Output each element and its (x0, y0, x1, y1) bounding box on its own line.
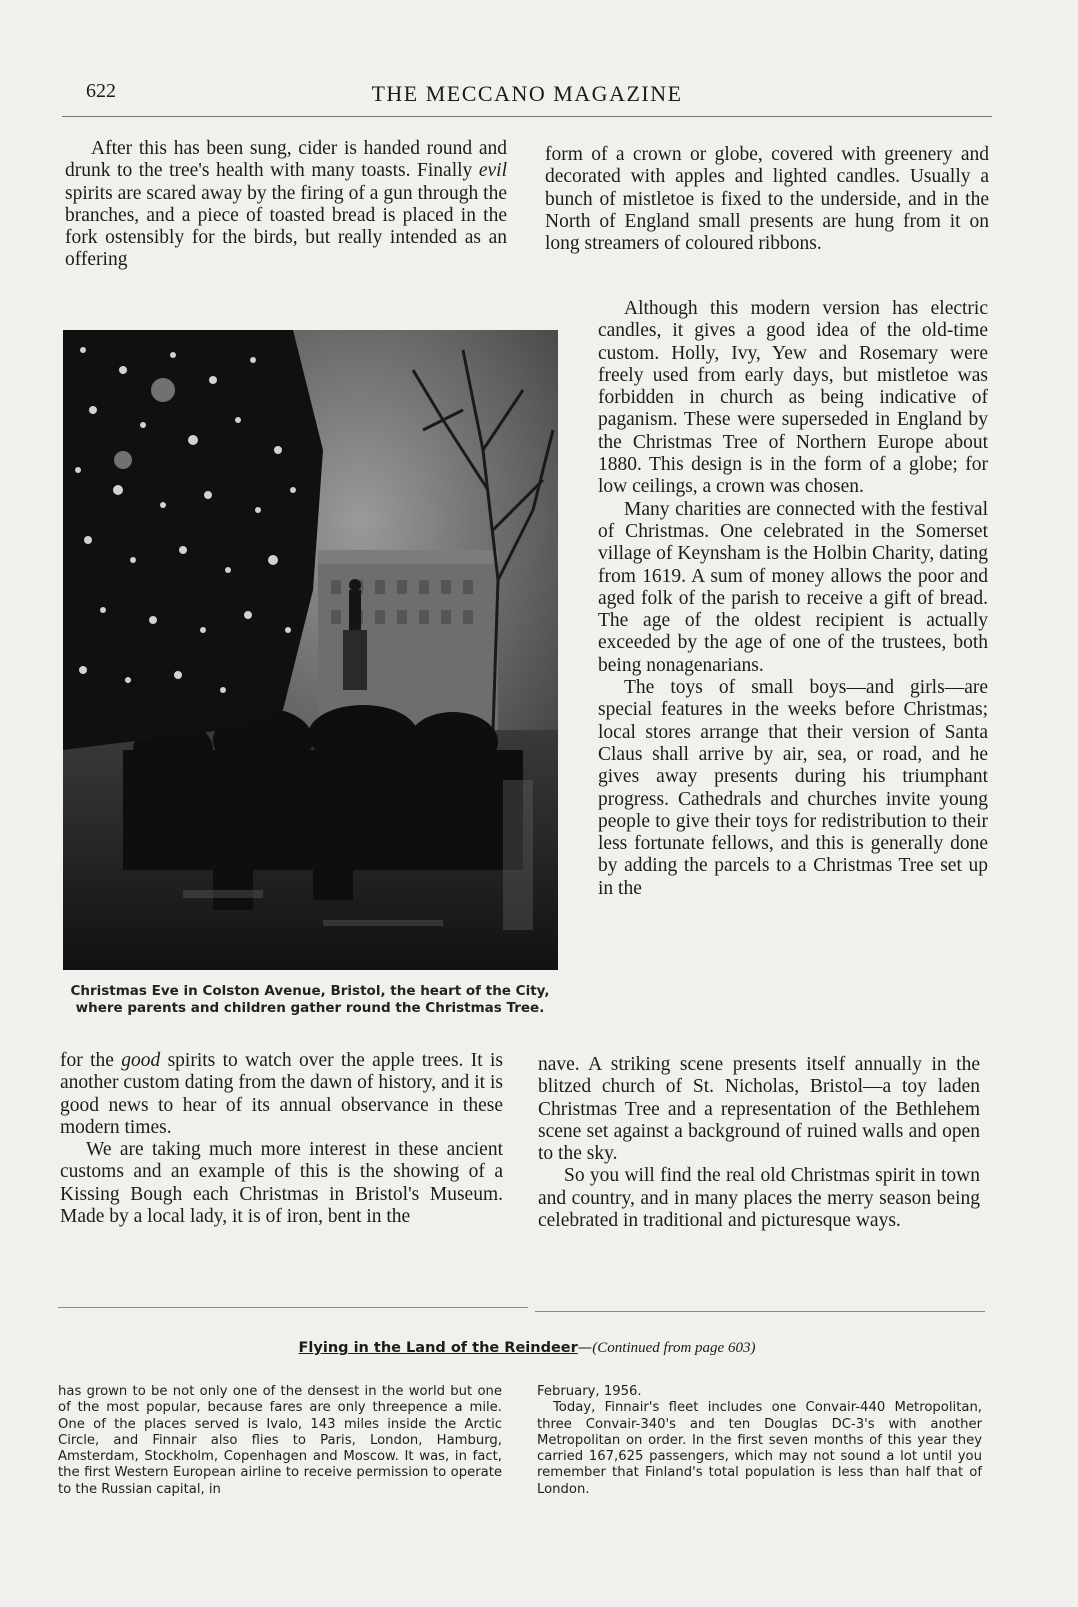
article-paragraph: nave. A striking scene presents itself annually in the blitzed church of St. Nicholas, Bristol—a toy laden Christmas Tree and a representation of the Bethlehem scene set against a background of ruined walls and open to the sky. (538, 1054, 980, 1165)
article-paragraph: February, 1956. (537, 1384, 642, 1399)
text-run: spirits to watch over the apple trees. It is another custom dating from the dawn of history, and it is good news to hear of its annual observance in these modern times. (60, 1050, 503, 1138)
article-paragraph (65, 138, 507, 272)
left-column-top (65, 138, 507, 272)
right-column-narrow (598, 298, 988, 900)
article-paragraph: We are taking much more interest in these ancient customs and an example of this is the showing of a Kissing Bough each Christmas in Bristol's Museum. Made by a local lady, it is of iron, bent in the (60, 1139, 503, 1228)
article-paragraph: has grown to be not only one of the densest in the world but one of the most popular, because fares are only threepence a mile. One of the places served is Ivalo, 143 miles inside the Arctic Circle, and Finnair also flies to Paris, London, Hamburg, Amsterdam, Stockholm, Copenhagen and Moscow. It was, in fact, the first Western European airline to receive permission to operate to the Russian capital, in (58, 1384, 502, 1497)
continuation-title: Flying in the Land of the Reindeer (298, 1340, 578, 1356)
photo-illustration (63, 330, 558, 970)
section-divider-right (535, 1311, 985, 1312)
article-paragraph: Today, Finnair's fleet includes one Convair-440 Metropolitan, three Convair-340's and ten Douglas DC-3's with another Metropolitan on order. In the first seven months of this year they carried 167,625 passengers, which may not sound a lot until you remember that Finland's total population is less than half that of London. (537, 1400, 982, 1497)
right-column-bottom (538, 1054, 980, 1232)
article-paragraph: So you will find the real old Christmas spirit in town and country, and in many places the merry season being celebrated in traditional and picturesque ways. (538, 1165, 980, 1232)
continuation-left-column (58, 1384, 502, 1498)
text-run: After this has been sung, cider is handed round and drunk to the tree's health with many toasts. Finally (65, 138, 507, 182)
continuation-right-column (537, 1384, 982, 1498)
section-divider-left (58, 1307, 528, 1308)
photo-caption: Christmas Eve in Colston Avenue, Bristol, the heart of the City, where parents and children gather round the Christmas Tree. (70, 983, 550, 1016)
article-paragraph: The toys of small boys—and girls—are special features in the weeks before Christmas; local stores arrange that their version of Santa Claus shall arrive by air, sea, or road, and he gives away presents during his triumphant progress. Cathedrals and churches invite young people to give their toys for redistribution to their less fortunate fellows, and this is generally done by adding the parcels to a Christmas Tree set up in the (598, 677, 988, 899)
left-column-bottom (60, 1050, 503, 1228)
page-header (62, 78, 992, 117)
article-paragraph: form of a crown or globe, covered with greenery and decorated with apples and lighted candles. Usually a bunch of mistletoe is fixed to the underside, and in the North of England small presents are hung from it on long streamers of coloured ribbons. (545, 144, 989, 255)
continued-note: (Continued from page 603) (592, 1340, 756, 1356)
article-paragraph (60, 1050, 503, 1139)
emphasis-text: good (121, 1050, 161, 1071)
article-paragraph: Although this modern version has electric candles, it gives a good idea of the old-time custom. Holly, Ivy, Yew and Rosemary were freely used from early days, but mistletoe was forbidden in church as being indicative of paganism. These were superseded in England by the Christmas Tree of Northern Europe about 1880. This design is in the form of a globe; for low ceilings, a crown was chosen. (598, 298, 988, 498)
text-run: spirits are scared away by the firing of a gun through the branches, and a piece of toasted bread is placed in the fork ostensibly for the birds, but really intended as an offering (65, 182, 507, 271)
emphasis-text: evil (478, 160, 507, 182)
article-paragraph: Many charities are connected with the festival of Christmas. One celebrated in the Somerset village of Keynsham is the Holbin Charity, dating from 1619. A sum of money allows the poor and aged folk of the parish to receive a gift of bread. The age of the oldest recipient is actually exceeded by the age of one of the trustees, both being nonagenarians. (598, 498, 988, 676)
page-number: 622 (86, 80, 116, 102)
heading-dash: — (577, 1340, 593, 1356)
continuation-heading (62, 1340, 992, 1357)
right-column-top (545, 144, 989, 255)
text-run: for the (60, 1050, 122, 1071)
magazine-title: THE MECCANO MAGAZINE (371, 81, 683, 106)
christmas-tree-photo (63, 330, 558, 970)
